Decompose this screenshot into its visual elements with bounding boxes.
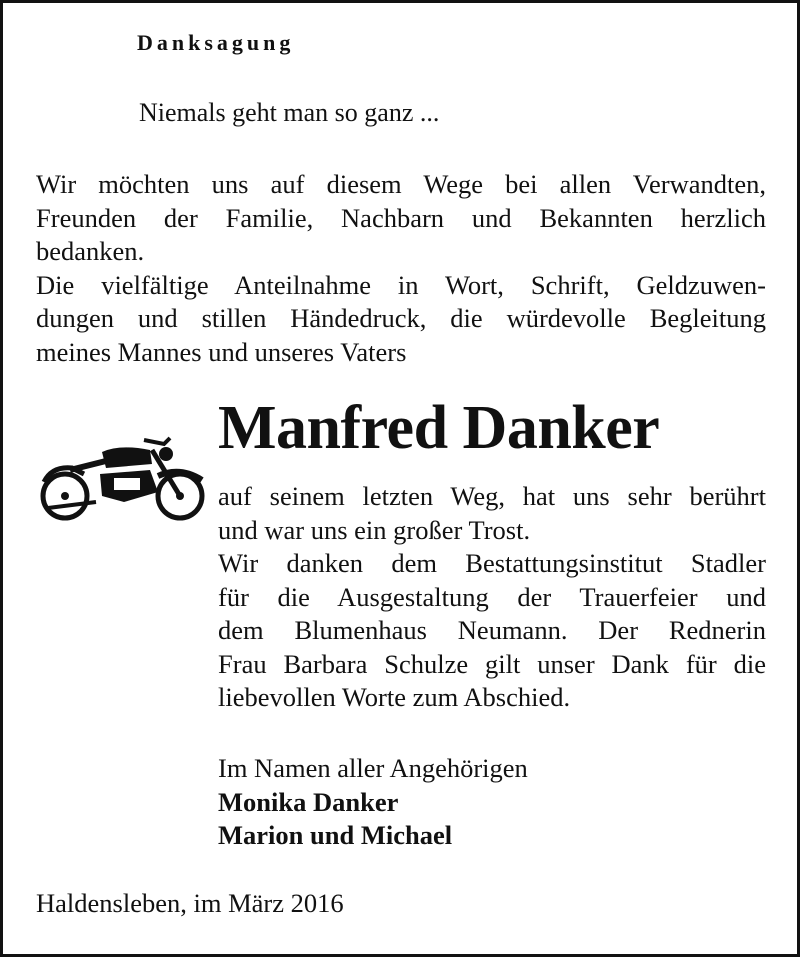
text-line: liebevollen Worte zum Abschied. [218,682,571,712]
text-line: meines Mannes und unseres Vaters [36,336,407,367]
text-line: Wir danken dem Bestattungsinstitut Stadler [218,548,766,578]
text-line: für die Ausgestaltung der Trauerfeier und [218,581,766,612]
text-line: Freunden der Familie, Nachbarn und Bekannten herzlich [36,202,766,233]
text-line: dungen und stillen Händedruck, die würdevolle Begleitung [36,303,766,333]
text-line: bedanken. [36,236,145,266]
paragraph-gratitude [218,480,766,715]
deceased-name: Manfred Danker [218,394,660,462]
text-line: dem Blumenhaus Neumann. Der Rednerin [218,615,766,645]
motto: Niemals geht man so ganz ... [139,98,440,127]
signature-intro: Im Namen aller Angehörigen [218,753,528,783]
text-line: Frau Barbara Schulze gilt unser Dank für die [218,648,766,679]
place-date: Haldensleben, im März 2016 [36,888,344,918]
text-line: Wir möchten uns auf diesem Wege bei allen Verwandten, [36,169,766,199]
signature-name: Marion und Michael [218,820,453,850]
signature-name: Monika Danker [218,786,399,817]
notice-heading: Danksagung [137,30,295,55]
paragraph-thanks [36,168,766,369]
signature-block [218,752,766,853]
text-line: auf seinem letzten Weg, hat uns sehr berührt [218,481,766,511]
text-line: Die vielfältige Anteilnahme in Wort, Schrift, Geldzuwen- [36,269,766,300]
text-line: und war uns ein großer Trost. [218,514,531,545]
motorcycle-icon [40,430,210,525]
